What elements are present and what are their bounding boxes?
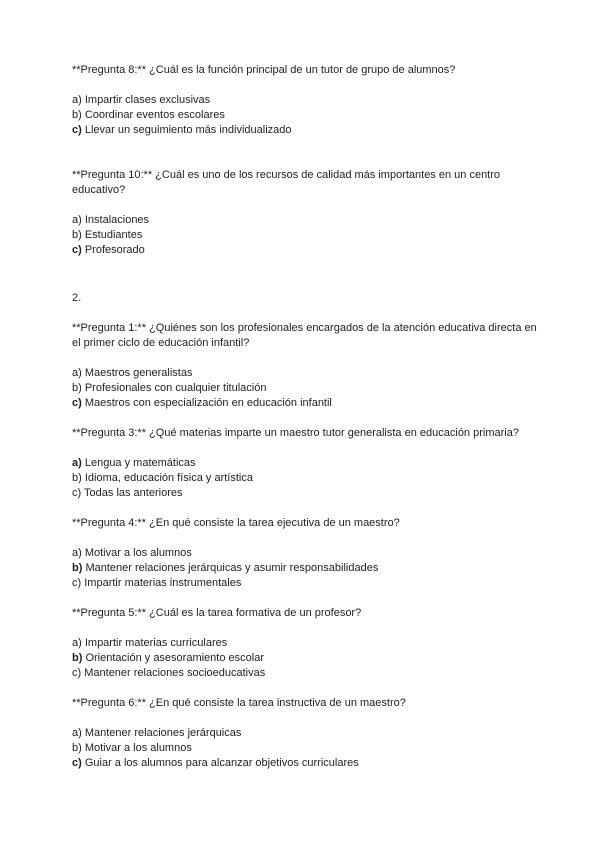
answer-option [72,93,537,108]
option-text: Mantener relaciones socioeducativas [84,667,266,679]
answer-options [72,726,537,771]
option-text: Idioma, educación física y artística [84,472,253,484]
option-text: Impartir materias curriculares [84,637,228,649]
option-text: Estudiantes [84,229,143,241]
answer-option [72,123,537,138]
option-letter: b) [72,229,82,241]
answer-option [72,546,537,561]
option-letter: b) [72,109,82,121]
answer-option [72,213,537,228]
answer-options [72,213,537,258]
answer-option [72,636,537,651]
option-text: Maestros con especialización en educación infantil [84,397,332,409]
option-letter: c) [72,577,82,589]
answer-options [72,93,537,138]
option-text: Guiar a los alumnos para alcanzar objetivos curriculares [84,757,359,769]
section-number: 2. [72,292,82,304]
option-letter: a) [72,214,82,226]
option-text: Motivar a los alumnos [84,547,192,559]
question-block [72,606,537,681]
option-letter: b) [72,562,83,574]
answer-option [72,576,537,591]
option-text: Impartir clases exclusivas [84,94,211,106]
option-text: Profesionales con cualquier titulación [84,382,267,394]
answer-option [72,108,537,123]
option-letter: c) [72,124,82,136]
answer-option [72,726,537,741]
option-letter: a) [72,727,82,739]
option-letter: a) [72,367,82,379]
spacer [72,306,537,321]
answer-option [72,756,537,771]
answer-options [72,456,537,501]
answer-option [72,666,537,681]
option-text: Mantener relaciones jerárquicas y asumir responsabilidades [85,562,379,574]
answer-options [72,636,537,681]
option-letter: a) [72,94,82,106]
question-block [72,63,537,138]
question-text: **Pregunta 3:** ¿Qué materias imparte un maestro tutor generalista en educación primaria? [72,427,519,439]
option-text: Instalaciones [84,214,150,226]
option-text: Coordinar eventos escolares [84,109,225,121]
option-text: Lengua y matemáticas [84,457,196,469]
question-list-part-1 [72,63,537,258]
answer-option [72,651,537,666]
question-text: **Pregunta 8:** ¿Cuál es la función principal de un tutor de grupo de alumnos? [72,64,456,76]
option-letter: c) [72,757,82,769]
answer-option [72,471,537,486]
question-block [72,426,537,501]
option-letter: b) [72,742,82,754]
question-block [72,321,537,411]
question-text: **Pregunta 4:** ¿En qué consiste la tarea ejecutiva de un maestro? [72,517,400,529]
option-letter: a) [72,637,82,649]
answer-option [72,243,537,258]
option-letter: a) [72,457,82,469]
option-letter: c) [72,487,82,499]
answer-option [72,381,537,396]
answer-option [72,741,537,756]
option-text: Maestros generalistas [84,367,193,379]
answer-option [72,228,537,243]
answer-option [72,561,537,576]
question-block [72,516,537,591]
answer-option [72,396,537,411]
question-list-part-2 [72,321,537,771]
option-text: Impartir materias instrumentales [84,577,242,589]
option-letter: c) [72,244,82,256]
answer-option [72,456,537,471]
option-text: Mantener relaciones jerárquicas [84,727,242,739]
answer-options [72,546,537,591]
question-text: **Pregunta 5:** ¿Cuál es la tarea formativa de un profesor? [72,607,362,619]
option-text: Llevar un seguimiento más individualizado [84,124,292,136]
option-letter: b) [72,652,83,664]
option-letter: b) [72,382,82,394]
question-text: **Pregunta 1:** ¿Quiénes son los profesionales encargados de la atención educativa directa en el primer ciclo de educación infantil? [72,322,537,349]
option-text: Profesorado [84,244,145,256]
question-block [72,168,537,258]
answer-option [72,366,537,381]
option-letter: c) [72,667,82,679]
option-letter: c) [72,397,82,409]
answer-options [72,366,537,411]
spacer [72,258,537,291]
answer-option [72,486,537,501]
option-letter: a) [72,547,82,559]
question-block [72,696,537,771]
option-letter: b) [72,472,82,484]
option-text: Todas las anteriores [84,487,183,499]
question-text: **Pregunta 10:** ¿Cuál es uno de los recursos de calidad más importantes en un centro educativo? [72,169,501,196]
document-page [72,63,537,771]
question-text: **Pregunta 6:** ¿En qué consiste la tarea instructiva de un maestro? [72,697,406,709]
option-text: Orientación y asesoramiento escolar [85,652,264,664]
option-text: Motivar a los alumnos [84,742,192,754]
